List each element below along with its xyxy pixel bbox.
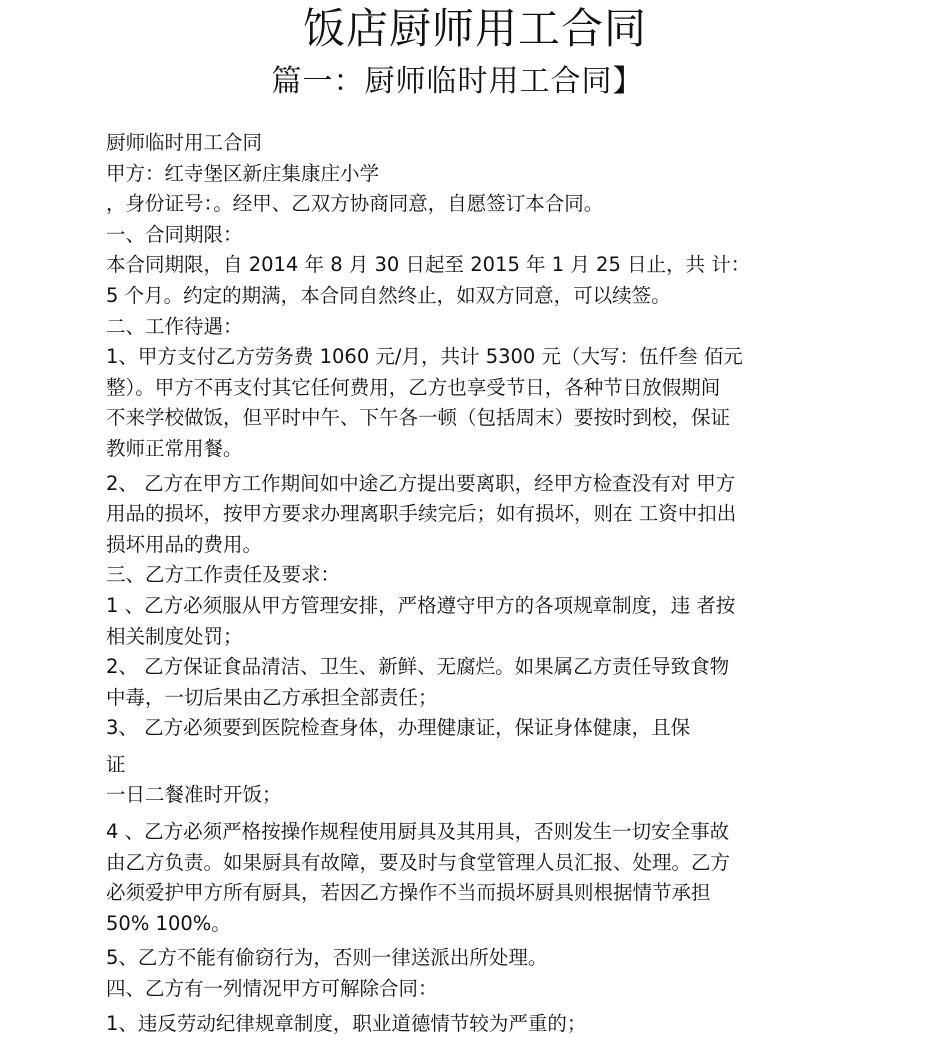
body-line: 2、 乙方保证食品清洁、卫生、新鲜、无腐烂。如果属乙方责任导致食物 (106, 655, 730, 679)
body-line: 四、乙方有一列情况甲方可解除合同： (106, 977, 438, 1001)
body-line: 5 个月。约定的期满，本合同自然终止，如双方同意，可以续签。 (106, 283, 671, 307)
body-line: 一、合同期限： (106, 222, 243, 246)
body-line: 50% 100%。 (106, 911, 231, 935)
body-line: ，身份证号：。经甲、乙双方协商同意，自愿签订本合同。 (106, 192, 604, 216)
body-line: 5、乙方不能有偷窃行为，否则一律送派出所处理。 (106, 946, 548, 970)
body-line: 中毒，一切后果由乙方承担全部责任； (106, 685, 438, 709)
body-line: 不来学校做饭，但平时中午、下午各一顿（包括周末）要按时到校，保证 (106, 406, 731, 430)
body-line: 1、违反劳动纪律规章制度，职业道德情节较为严重的； (106, 1011, 587, 1035)
body-line: 由乙方负责。如果厨具有故障，要及时与食堂管理人员汇报、处理。乙方 (106, 850, 731, 874)
contract-body (106, 128, 866, 1039)
body-line: 1 、乙方必须服从甲方管理安排，严格遵守甲方的各项规章制度，违 者按 (106, 593, 736, 617)
body-line: 3、 乙方必须要到医院检查身体，办理健康证，保证身体健康，且保 (106, 716, 691, 740)
body-line: 整）。甲方不再支付其它任何费用，乙方也享受节日，各种节日放假期间 (106, 375, 721, 399)
body-line: 用品的损坏，按甲方要求办理离职手续完后；如有损坏，则在 工资中扣出 (106, 502, 737, 526)
body-line: 厨师临时用工合同 (106, 131, 263, 154)
body-line: 损坏用品的费用。 (106, 532, 263, 556)
body-line: 三、乙方工作责任及要求： (106, 563, 341, 587)
body-line: 必须爱护甲方所有厨具，若因乙方操作不当而损坏厨具则根据情节承担 (106, 881, 711, 905)
body-line: 教师正常用餐。 (106, 436, 243, 460)
body-line: 证 (106, 752, 126, 776)
body-line: 4 、乙方必须严格按操作规程使用厨具及其用具，否则发生一切安全事故 (106, 820, 730, 844)
body-line: 一日二餐准时开饭； (106, 783, 282, 807)
document-title: 饭店厨师用工合同 (302, 4, 647, 53)
body-line: 1、甲方支付乙方劳务费 1060 元/月，共计 5300 元（大写：伍仟叁 佰元 (106, 345, 743, 369)
body-line: 2、 乙方在甲方工作期间如中途乙方提出要离职，经甲方检查没有对 甲方 (106, 471, 736, 495)
body-line: 甲方：红寺堡区新庄集康庄小学 (106, 161, 380, 185)
body-line: 相关制度处罚； (106, 624, 243, 648)
body-line: 本合同期限，自 2014 年 8 月 30 日起至 2015 年 1 月 25 日止，共 计： (106, 253, 751, 277)
body-line: 二、工作待遇： (106, 314, 243, 338)
document-subtitle: 篇一：厨师临时用工合同】 (271, 64, 644, 99)
